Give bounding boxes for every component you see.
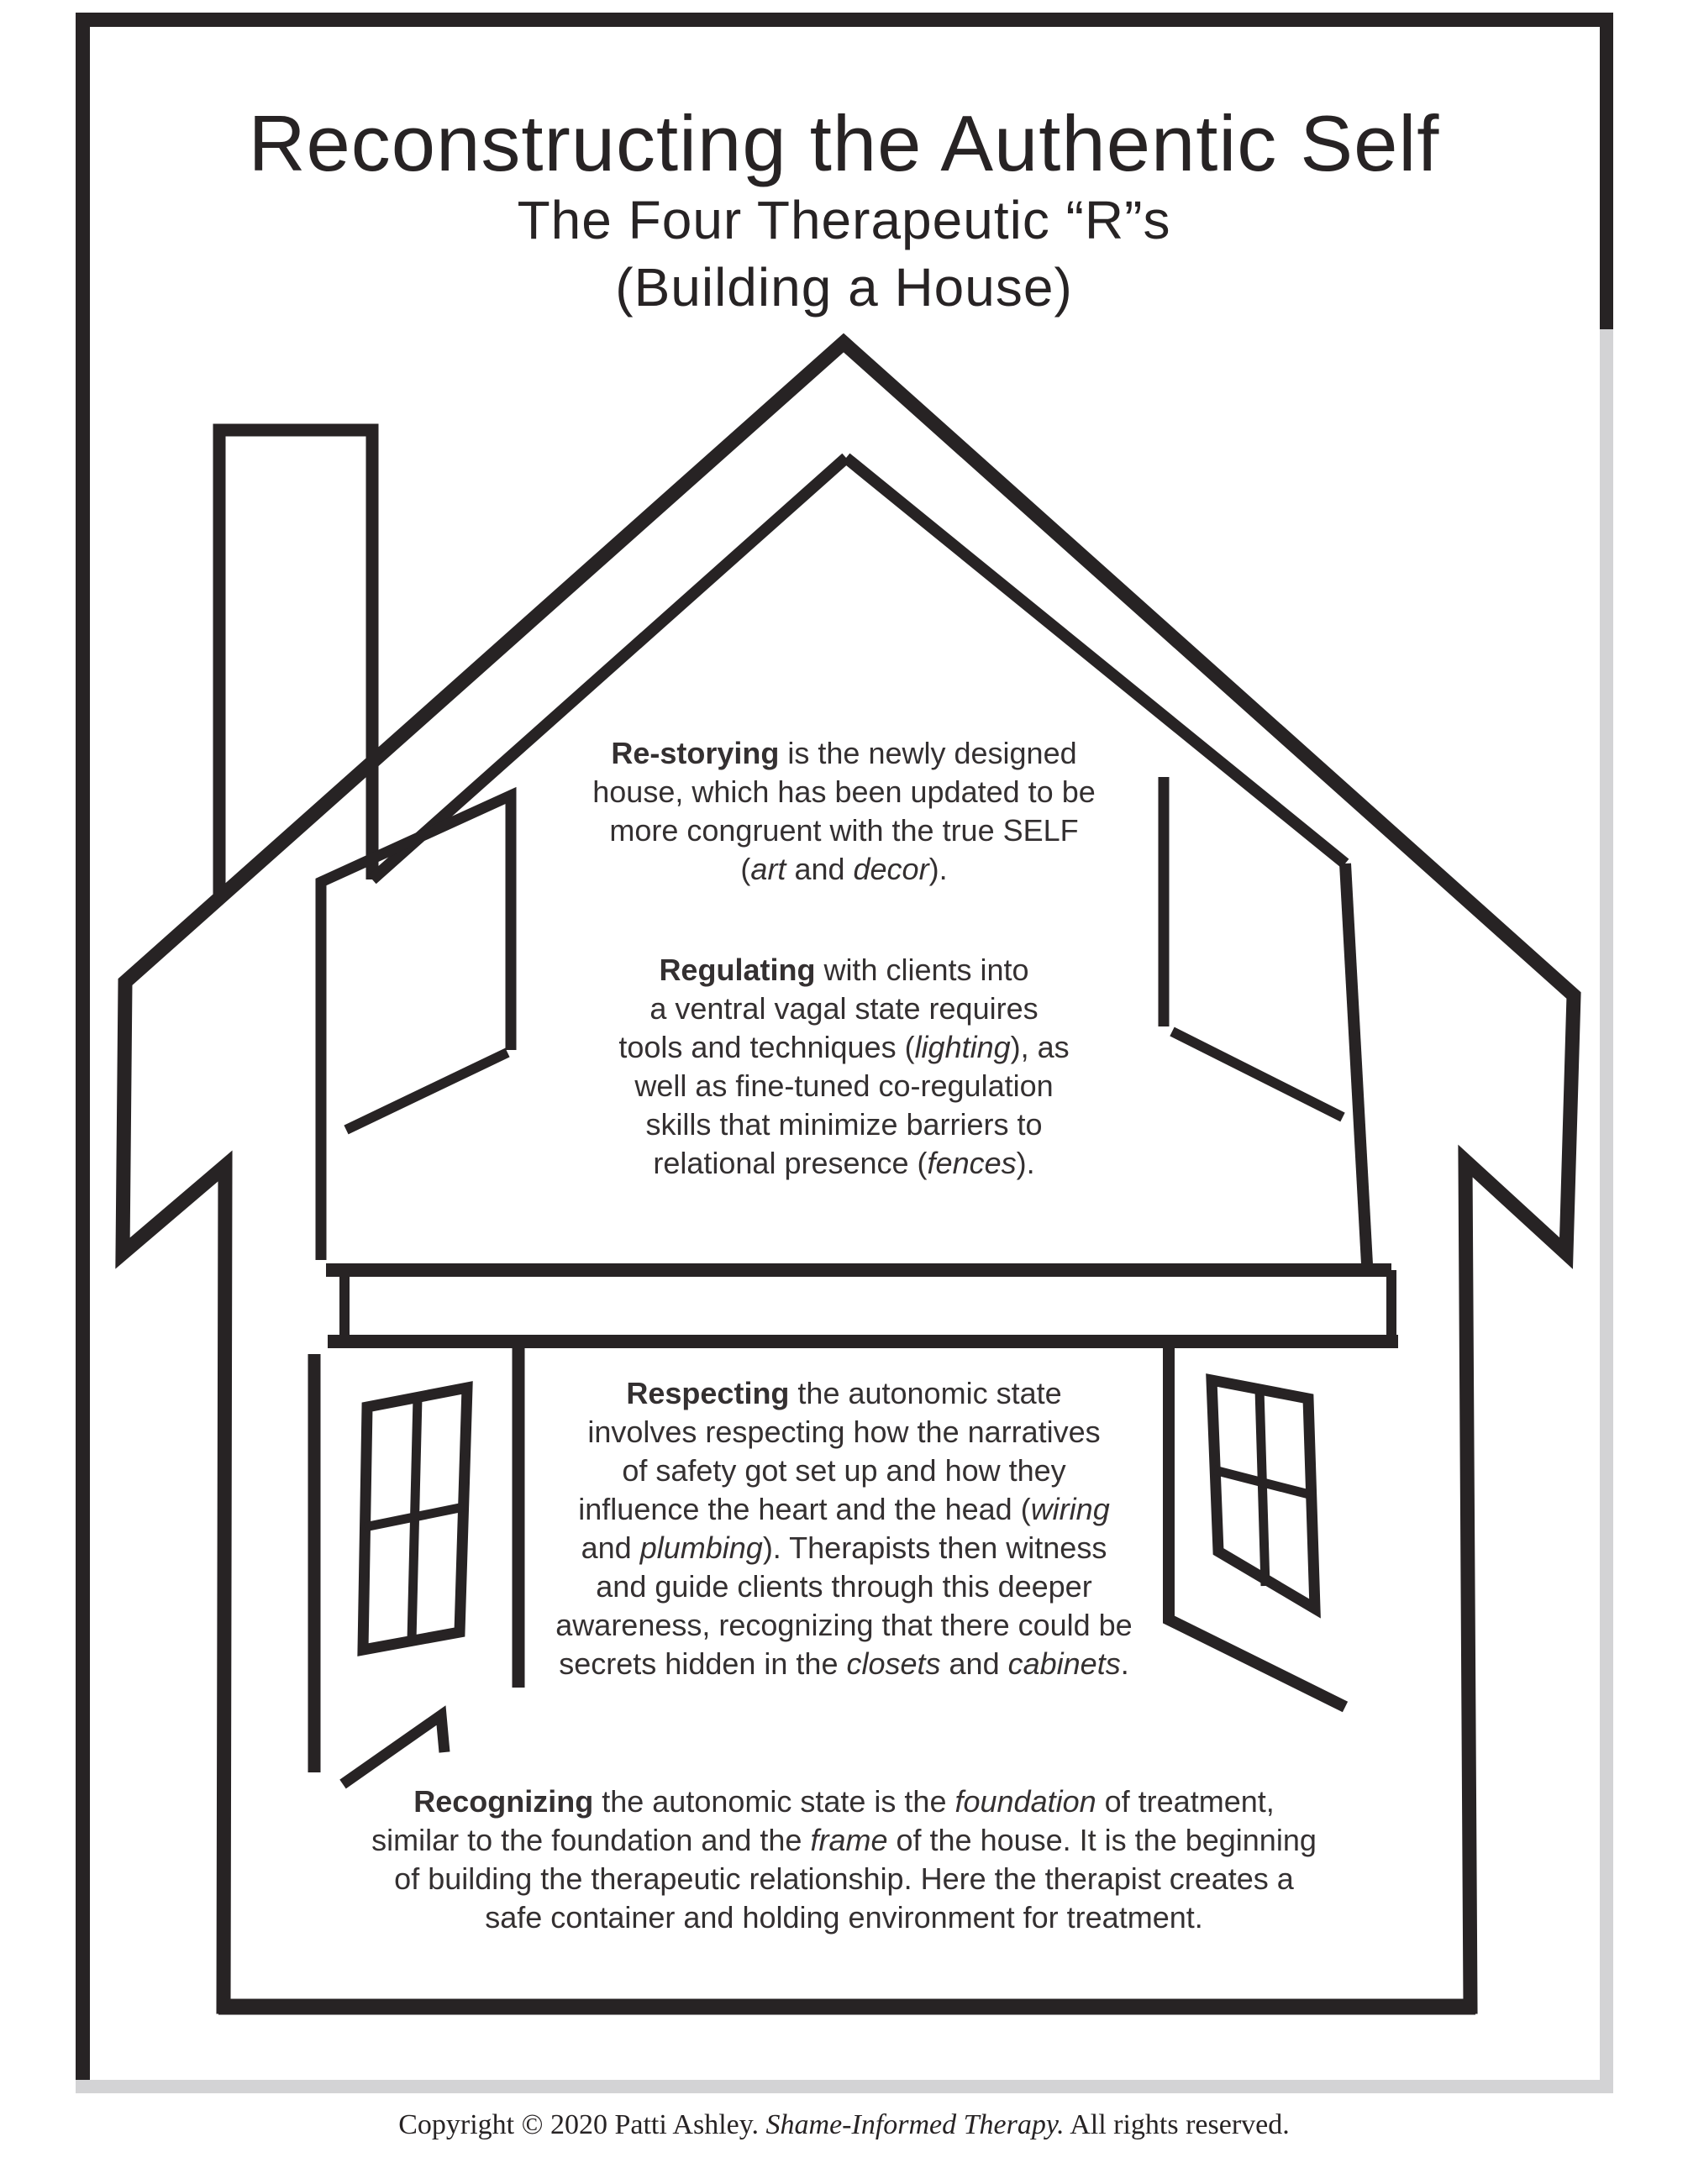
respecting-text: Respecting the autonomic state involves respecting how the narratives of safety got set up and how they influence the heart and the head (wiring and plumbing). Therapists then witness and guide clients through this deeper awareness, recognizing that there could be secrets hidden in the closets and cabinets. (555, 1376, 1133, 1681)
page-title: Reconstructing the Authentic Self (248, 99, 1440, 187)
page-subtitle-2: (Building a House) (615, 257, 1073, 318)
porch-diagonal-left (343, 1715, 444, 1784)
recognizing-text: Recognizing the autonomic state is the foundation of treatment, similar to the foundation and the frame of the house. It is the beginning of building the therapeutic relationship. Here the therapist creates a safe container and holding environment for treatment. (371, 1784, 1317, 1935)
restorying-text: Re-storying is the newly designed house, which has been updated to be more congruent with the true SELF (art and decor). (592, 736, 1096, 886)
page-subtitle: The Four Therapeutic “R”s (517, 190, 1171, 250)
regulating-text: Regulating with clients into a ventral vagal state requires tools and techniques (lighting), as well as fine-tuned co-regulation skills that minimize barriers to relational presence (fences). (618, 953, 1070, 1180)
copyright-line: Copyright © 2020 Patti Ashley. Shame-Informed Therapy. All rights reserved. (398, 2109, 1290, 2140)
